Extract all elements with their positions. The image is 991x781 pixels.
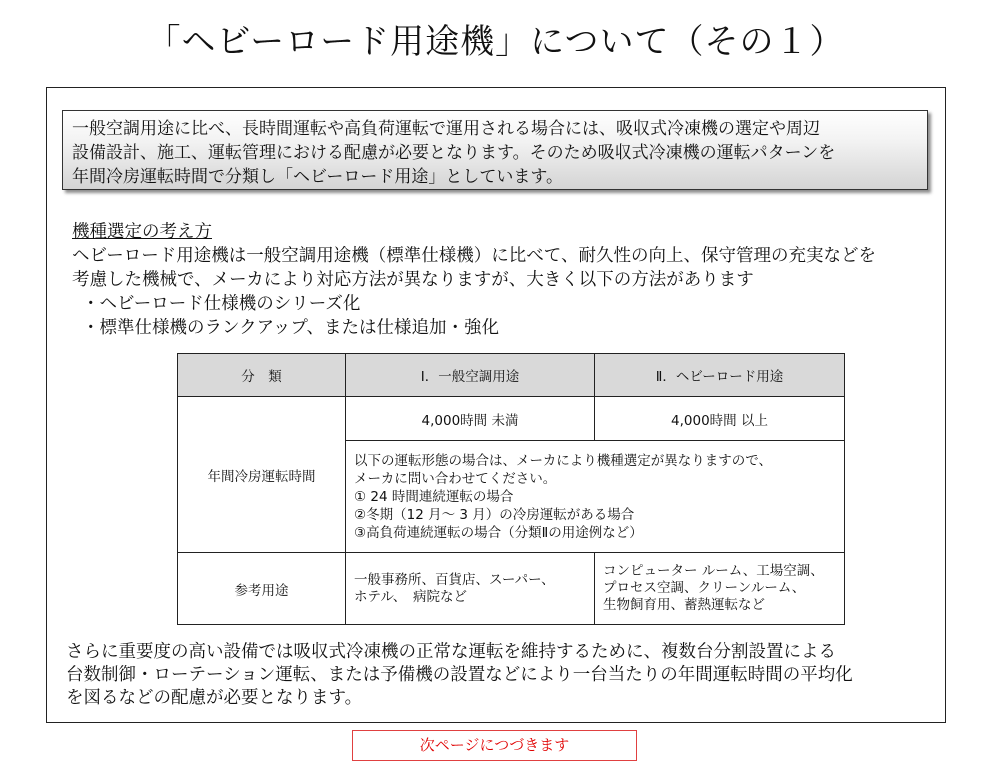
table-row	[178, 397, 845, 441]
closing-paragraph: さらに重要度の高い設備では吸収式冷凍機の正常な運転を維持するために、複数台分割設置による 台数制御・ローテーション運転、または予備機の設置などにより一台当たりの年間運転時間の平均化 を図るなどの配慮が必要となります。	[66, 642, 853, 708]
table-header-row	[178, 354, 845, 397]
header-heavy-load-use: Ⅱ．ヘビーロード用途	[595, 354, 845, 397]
bullet-item: ・ヘビーロード仕様機のシリーズ化	[82, 294, 361, 314]
header-general-use: Ⅰ．一般空調用途	[346, 354, 595, 397]
cell-conditions-note: 以下の運転形態の場合は、メーカにより機種選定が異なりますので、 メーカに問い合わせてください。 ① 24 時間連続運転の場合 ②冬期（12 月～ 3 月）の冷房運転がある場合 ③高負荷連続運転の場合（分類Ⅱの用途例など）	[346, 441, 845, 553]
selection-heading: 機種選定の考え方	[72, 222, 212, 242]
row-label-annual-hours: 年間冷房運転時間	[178, 397, 346, 553]
cell-general-examples: 一般事務所、百貨店、スーパー、 ホテル、 病院など	[346, 553, 595, 625]
next-page-note: 次ページにつづきます	[352, 730, 637, 761]
selection-section	[72, 220, 932, 340]
table-row	[178, 553, 845, 625]
header-category: 分 類	[178, 354, 346, 397]
selection-body: ヘビーロード用途機は一般空調用途機（標準仕様機）に比べて、耐久性の向上、保守管理の充実などを 考慮した機械で、メーカにより対応方法が異なりますが、大きく以下の方法があります	[72, 246, 876, 290]
selection-bullets	[72, 292, 932, 340]
page-title: 「ヘビーロード用途機」について（その１）	[146, 22, 845, 62]
row-label-reference-use: 参考用途	[178, 553, 346, 625]
intro-box: 一般空調用途に比べ、長時間運転や高負荷運転で運用される場合には、吸収式冷凍機の選定や周辺 設備設計、施工、運転管理における配慮が必要となります。そのため吸収式冷凍機の運転パターンを 年間冷房運転時間で分類し「ヘビーロード用途」としています。	[62, 110, 928, 190]
classification-table	[177, 353, 845, 625]
cell-heavy-examples: コンピューター ルーム、工場空調、 プロセス空調、クリーンルーム、 生物飼育用、蓄熱運転など	[595, 553, 845, 625]
bullet-item: ・標準仕様機のランクアップ、または仕様追加・強化	[82, 318, 500, 338]
cell-general-hours: 4,000時間 未満	[346, 397, 595, 441]
cell-heavy-hours: 4,000時間 以上	[595, 397, 845, 441]
